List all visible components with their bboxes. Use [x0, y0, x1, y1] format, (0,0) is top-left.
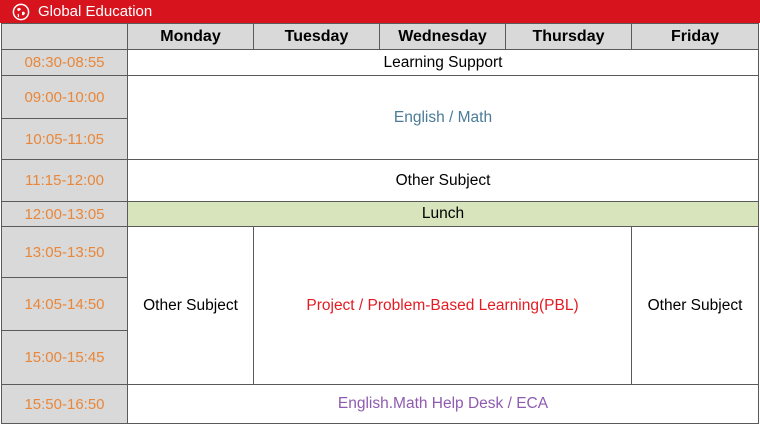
corner-cell: [2, 24, 128, 50]
header-title: Global Education: [38, 3, 153, 20]
time-slot: 13:05-13:50: [2, 227, 128, 278]
header-bar: [0, 0, 760, 23]
day-header-monday: Monday: [128, 24, 254, 50]
table-row: [2, 50, 759, 76]
friday-other-subject-cell: Other Subject: [632, 227, 759, 385]
pbl-cell: Project / Problem-Based Learning(PBL): [254, 227, 632, 385]
table-row: [2, 385, 759, 424]
globe-logo-icon: [12, 3, 30, 21]
help-desk-cell: English.Math Help Desk / ECA: [128, 385, 759, 424]
day-header-thursday: Thursday: [506, 24, 632, 50]
learning-support-cell: Learning Support: [128, 50, 759, 76]
lunch-cell: Lunch: [128, 202, 759, 227]
time-slot: 15:50-16:50: [2, 385, 128, 424]
time-slot: 11:15-12:00: [2, 160, 128, 202]
time-slot: 12:00-13:05: [2, 202, 128, 227]
table-row: [2, 227, 759, 278]
day-header-tuesday: Tuesday: [254, 24, 380, 50]
timetable: [1, 23, 759, 424]
day-header-friday: Friday: [632, 24, 759, 50]
header-row: [2, 24, 759, 50]
other-subject-cell: Other Subject: [128, 160, 759, 202]
monday-other-subject-cell: Other Subject: [128, 227, 254, 385]
table-row: [2, 202, 759, 227]
time-slot: 09:00-10:00: [2, 76, 128, 119]
time-slot: 15:00-15:45: [2, 331, 128, 385]
time-slot: 14:05-14:50: [2, 278, 128, 331]
table-row: [2, 160, 759, 202]
table-row: [2, 76, 759, 119]
time-slot: 08:30-08:55: [2, 50, 128, 76]
english-math-cell: English / Math: [128, 76, 759, 160]
time-slot: 10:05-11:05: [2, 119, 128, 160]
day-header-wednesday: Wednesday: [380, 24, 506, 50]
